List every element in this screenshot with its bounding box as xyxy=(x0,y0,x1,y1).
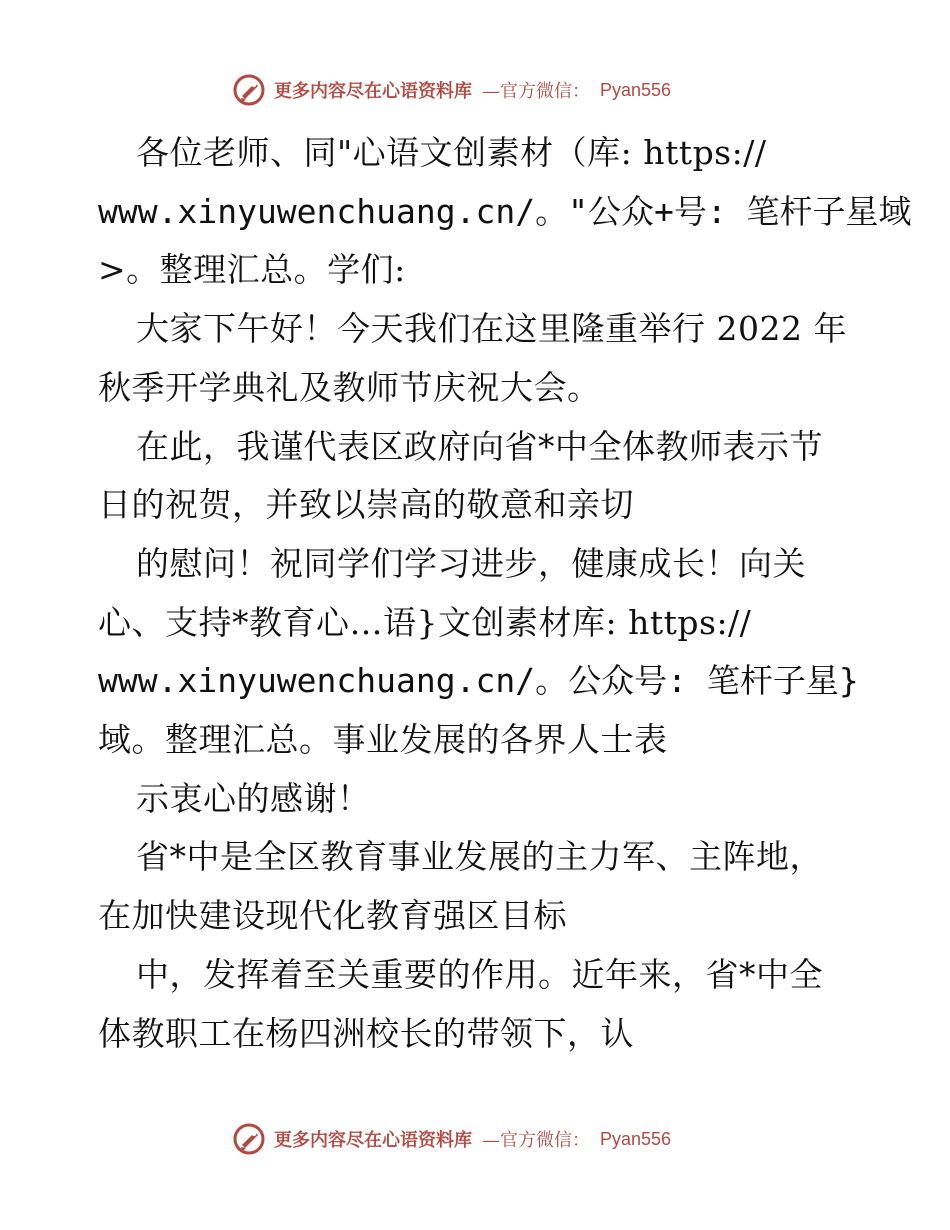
body-line: 体教职工在杨四洲校长的带领下，认 xyxy=(98,1013,634,1053)
body-line: 中，发挥着至关重要的作用。近年来，省*中全 xyxy=(136,954,823,994)
header-brand-subtext: —官方微信： xyxy=(482,81,590,102)
body-line: 在此，我谨代表区政府向省*中全体教师表示节 xyxy=(136,426,823,466)
body-line: 心、支持*教育心…语}文创素材库: https:// xyxy=(98,602,752,642)
body-line: 秋季开学典礼及教师节庆祝大会。 xyxy=(98,367,601,407)
footer-wechat-id: Pyan556 xyxy=(600,1128,672,1149)
header-wechat-id: Pyan556 xyxy=(600,79,672,100)
pen-nib-logo xyxy=(232,73,266,107)
header-brand-text: 更多内容尽在心语资料库 xyxy=(274,81,472,102)
body-line: www.xinyuwenchuang.cn/。"公众+号: 笔杆子星域 xyxy=(98,191,912,231)
body-line: 各位老师、同"心语文创素材（库: https:// xyxy=(136,133,767,172)
body-line: 省*中是全区教育事业发展的主力军、主阵地， xyxy=(136,837,823,877)
body-line: 在加快建设现代化教育强区目标 xyxy=(98,896,567,936)
body-line: 的慰问！祝同学们学习进步，健康成长！向关 xyxy=(136,543,806,583)
footer-brand-subtext: —官方微信： xyxy=(482,1130,590,1151)
document-body xyxy=(98,124,912,1063)
body-line: 大家下午好！今天我们在这里隆重举行 2022 年 xyxy=(136,309,847,349)
pen-nib-logo xyxy=(232,1122,266,1156)
body-line: www.xinyuwenchuang.cn/。公众号: 笔杆子星} xyxy=(98,661,859,701)
header-banner xyxy=(232,70,671,110)
footer-brand-text: 更多内容尽在心语资料库 xyxy=(274,1130,472,1151)
body-line: 示衷心的感谢！ xyxy=(136,778,371,818)
body-line: 域。整理汇总。事业发展的各界人士表 xyxy=(98,720,668,760)
body-line: >。整理汇总。学们: xyxy=(98,250,406,290)
body-line: 日的祝贺，并致以崇高的敬意和亲切 xyxy=(98,485,634,525)
footer-banner xyxy=(232,1119,671,1159)
